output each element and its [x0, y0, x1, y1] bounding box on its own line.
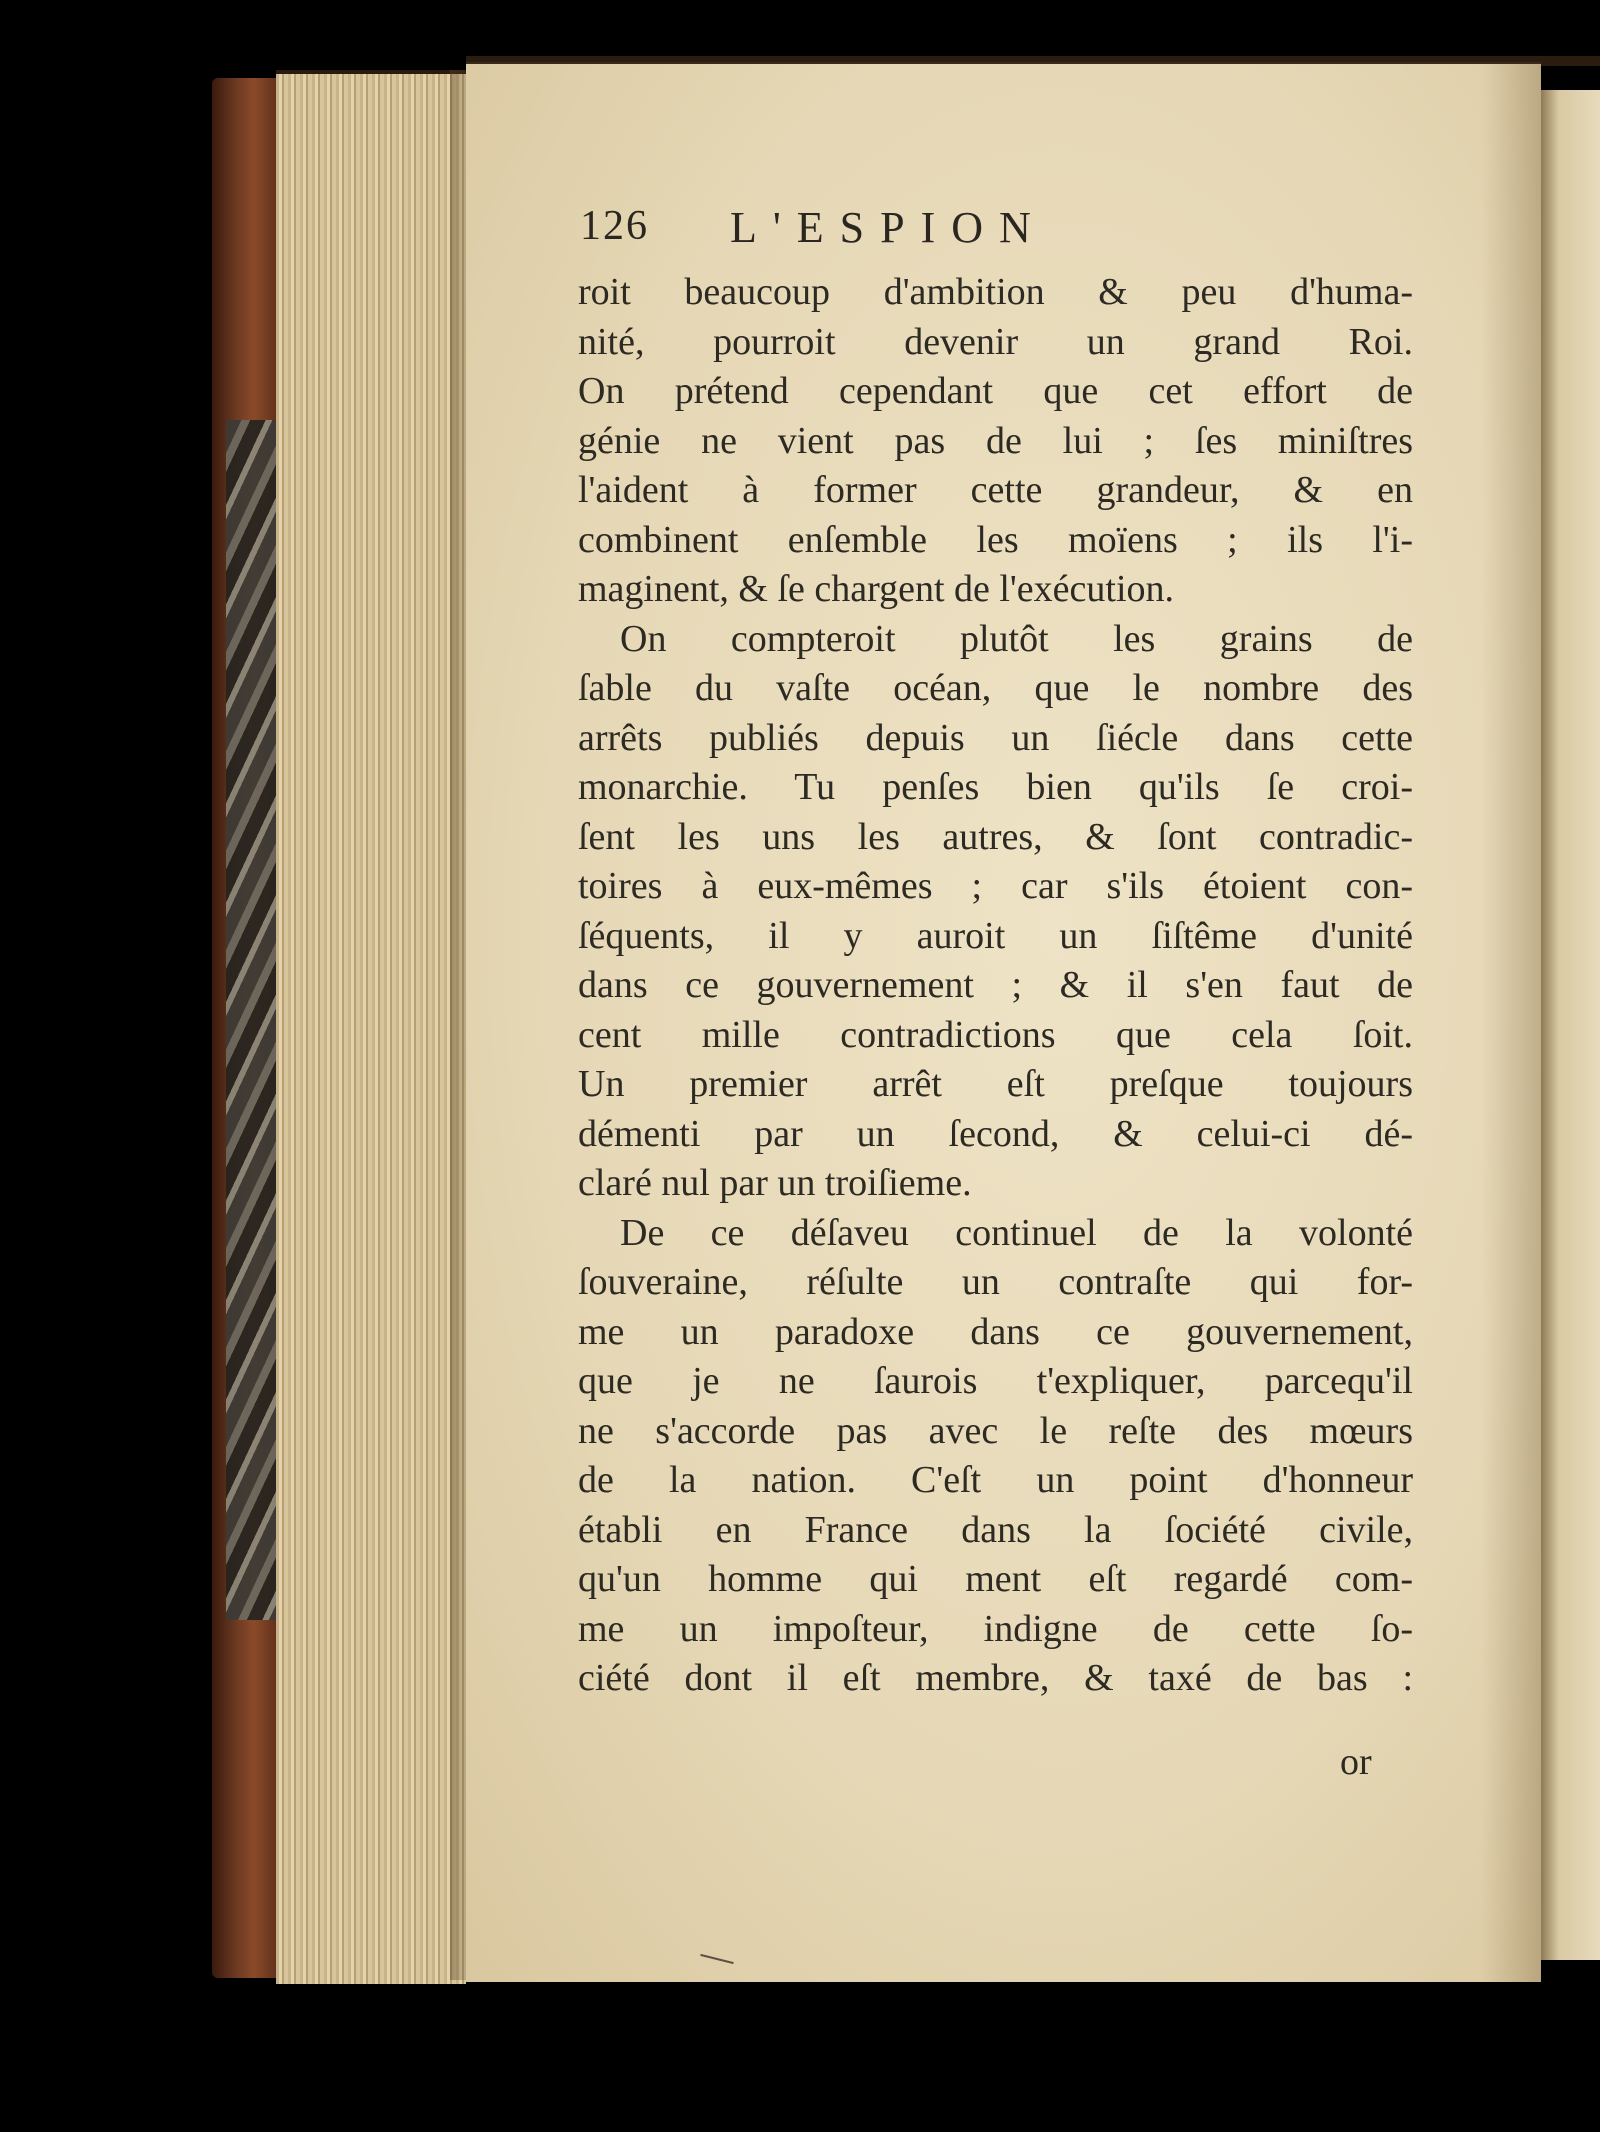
- text-line: me un paradoxe dans ce gouvernement,: [578, 1310, 1413, 1353]
- body-text: [578, 268, 1413, 1704]
- text-line: Un premier arrêt eſt preſque toujours: [578, 1063, 1413, 1105]
- text-line: génie ne vient pas de lui ; ſes miniſtres: [578, 419, 1413, 462]
- text-line: de la nation. C'eſt un point d'honneur: [578, 1459, 1413, 1501]
- text-line: cent mille contradictions que cela ſoit.: [578, 1013, 1413, 1056]
- text-line: On compteroit plutôt les grains de: [620, 617, 1413, 660]
- running-title: L'ESPION: [730, 203, 1047, 252]
- text-line: démenti par un ſecond, & celui-ci dé-: [578, 1112, 1413, 1155]
- text-line: ſouveraine, réſulte un contraſte qui for-: [578, 1261, 1413, 1303]
- page-edges: [276, 70, 466, 1984]
- text-line: maginent, & ſe chargent de l'exécution.: [578, 568, 1174, 610]
- page-number: 126: [580, 203, 649, 249]
- text-line: monarchie. Tu penſes bien qu'ils ſe croi-: [578, 766, 1413, 808]
- text-line: toires à eux-mêmes ; car s'ils étoient con-: [578, 865, 1413, 907]
- text-line: ſable du vaſte océan, que le nombre des: [578, 667, 1413, 709]
- gutter-shade: [1481, 64, 1541, 1982]
- facing-page: [1541, 90, 1600, 1960]
- text-line: On prétend cependant que cet effort de: [578, 370, 1413, 412]
- catchword: or: [1340, 1741, 1372, 1783]
- text-line: me un impoſteur, indigne de cette ſo-: [578, 1607, 1413, 1650]
- text-line: établi en France dans la ſociété civile,: [578, 1508, 1413, 1551]
- text-line: ne s'accorde pas avec le reſte des mœurs: [578, 1409, 1413, 1452]
- page-header: [580, 202, 1230, 262]
- text-line: De ce déſaveu continuel de la volonté: [620, 1211, 1413, 1254]
- text-line: qu'un homme qui ment eſt regardé com-: [578, 1558, 1413, 1600]
- text-line: ciété dont il eſt membre, & taxé de bas :: [578, 1657, 1413, 1699]
- text-line: ſent les uns les autres, & ſont contradic-: [578, 815, 1413, 858]
- text-line: dans ce gouvernement ; & il s'en faut de: [578, 964, 1413, 1006]
- text-line: claré nul par un troiſieme.: [578, 1162, 972, 1204]
- text-line: que je ne ſaurois t'expliquer, parcequ'il: [578, 1360, 1413, 1402]
- text-line: ſéquents, il y auroit un ſiſtême d'unité: [578, 914, 1413, 957]
- text-line: arrêts publiés depuis un ſiécle dans cette: [578, 716, 1413, 759]
- text-line: combinent enſemble les moïens ; ils l'i-: [578, 518, 1413, 561]
- text-line: nité, pourroit devenir un grand Roi.: [578, 320, 1413, 363]
- marbled-board: [226, 420, 282, 1620]
- text-line: l'aident à former cette grandeur, & en: [578, 469, 1413, 511]
- text-line: roit beaucoup d'ambition & peu d'huma-: [578, 271, 1413, 313]
